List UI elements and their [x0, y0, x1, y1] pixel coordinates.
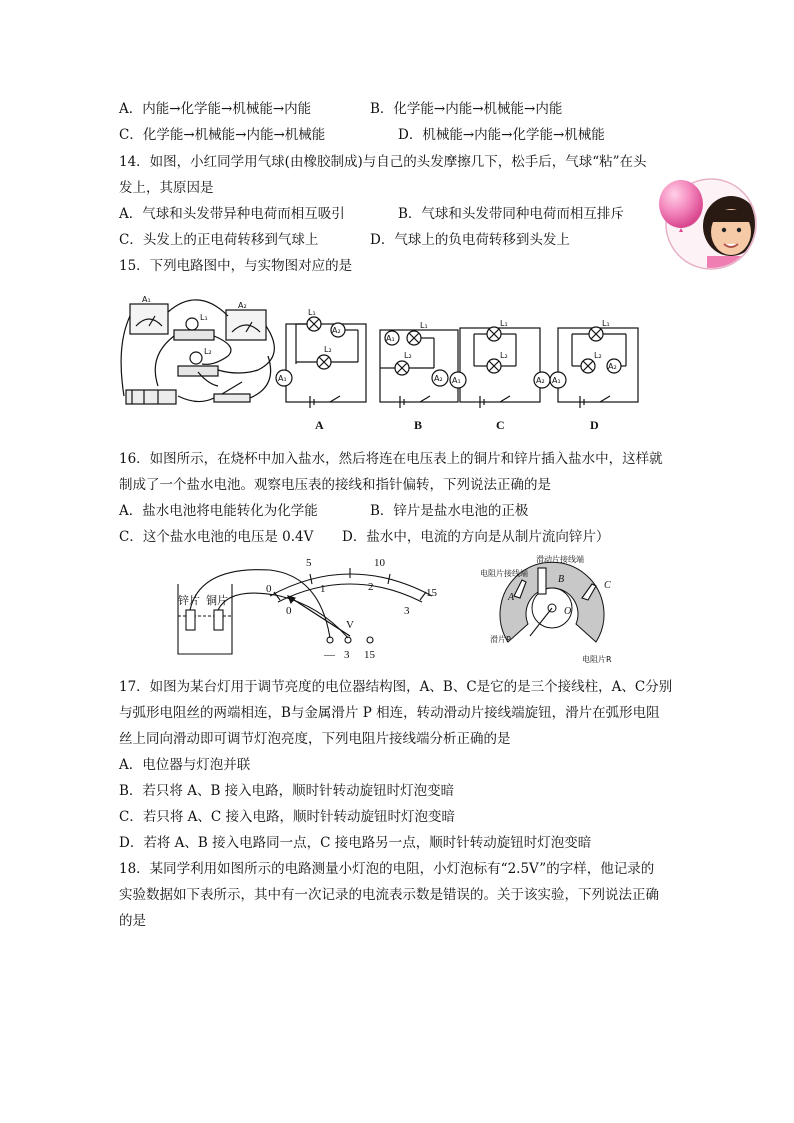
- scale-top-0: 0: [266, 583, 272, 595]
- q15-c-l2: L₂: [500, 351, 508, 360]
- q15-label-b: B: [414, 418, 423, 432]
- q15-d-l2: L₂: [594, 351, 602, 360]
- scale-bottom-3: 3: [404, 605, 410, 617]
- resistor-r-label: 电阻片R: [582, 655, 612, 664]
- q15-c-l1: L₁: [500, 319, 508, 328]
- terminal-neg: —: [324, 649, 335, 661]
- q16-stem-line2: 制成了一个盐水电池。观察电压表的接线和指针偏转，下列说法正确的是: [119, 477, 551, 493]
- q13-option-b: B．化学能→内能→机械能→内能: [370, 101, 563, 117]
- q15-a-a1: A₁: [278, 374, 287, 383]
- q14-option-a: A．气球和头发带异种电荷而相互吸引: [119, 206, 345, 222]
- q15-physical-l2: L₂: [204, 347, 212, 356]
- q15-b-a2: A₂: [434, 374, 443, 383]
- q15-physical-circuit: [121, 300, 274, 404]
- terminal-3: 3: [344, 649, 350, 661]
- q16-option-c: C．这个盐水电池的电压是 0.4V: [119, 529, 314, 545]
- q17-option-d: D．若将 A、B 接入电路同一点，C 接电路另一点，顺时针转动旋钮时灯泡变暗: [119, 835, 592, 851]
- q14-stem-line2: 发上，其原因是: [119, 180, 214, 196]
- q15-a-l2: L₂: [324, 345, 332, 354]
- q13-option-a: A．内能→化学能→机械能→内能: [119, 101, 312, 117]
- q17-stem-line2: 与弧形电阻丝的两端相连，B与金属滑片 P 相连，转动滑动片接线端旋钮，滑片在弧形电阻: [119, 705, 660, 721]
- scale-top-10: 10: [374, 557, 385, 569]
- q15-b-l1: L₁: [420, 321, 428, 330]
- terminal-b-label: B: [558, 574, 565, 585]
- q17-option-a: A．电位器与灯泡并联: [119, 757, 251, 773]
- scale-bottom-1: 1: [320, 583, 326, 595]
- q13-option-d: D．机械能→内能→化学能→机械能: [398, 127, 605, 143]
- q18-stem-line3: 的是: [119, 913, 146, 929]
- q17-option-c: C．若只将 A、C 接入电路，顺时针转动旋钮时灯泡变暗: [119, 809, 455, 825]
- q15-d-l1: L₁: [602, 319, 610, 328]
- q17-option-b: B．若只将 A、B 接入电路，顺时针转动旋钮时灯泡变暗: [119, 783, 455, 799]
- q15-figure: [118, 286, 658, 436]
- q15-stem: 15．下列电路图中，与实物图对应的是: [119, 258, 353, 274]
- q16-voltmeter-figure: [170, 556, 450, 666]
- q15-label-a: A: [315, 418, 324, 432]
- q16-stem-line1: 16．如图所示，在烧杯中加入盐水，然后将连在电压表上的铜片和锌片插入盐水中，这样就: [119, 451, 663, 467]
- balloon-girl-photo: [655, 178, 760, 270]
- q15-c-a1: A₁: [452, 376, 461, 385]
- q15-b-l2: L₂: [404, 351, 412, 360]
- volt-unit: V: [346, 619, 354, 631]
- q14-option-d: D．气球上的负电荷转移到头发上: [370, 232, 570, 248]
- scale-bottom-0: 0: [286, 605, 292, 617]
- terminal-a-label: A: [508, 592, 515, 603]
- copper-label: 铜片: [206, 595, 228, 607]
- q14-stem-line1: 14．如图，小红同学用气球(由橡胶制成)与自己的头发摩擦几下，松手后，气球“粘”在头: [119, 154, 647, 170]
- q15-b-a1: A₁: [386, 334, 395, 343]
- q15-c-a2: A₂: [536, 376, 545, 385]
- q17-stem-line1: 17．如图为某台灯用于调节亮度的电位器结构图，A、B、C是它的是三个接线柱，A、C分别: [119, 679, 673, 695]
- q15-physical-a2: A₂: [238, 301, 247, 310]
- scale-top-15: 15: [426, 587, 437, 599]
- q15-d-a1: A₁: [552, 376, 561, 385]
- q15-label-c: C: [496, 418, 505, 432]
- q15-physical-a1: A₁: [142, 295, 151, 304]
- q13-option-c: C．化学能→机械能→内能→机械能: [119, 127, 326, 143]
- q18-stem-line1: 18．某同学利用如图所示的电路测量小灯泡的电阻，小灯泡标有“2.5V”的字样，他记录的: [119, 861, 655, 877]
- scale-bottom-2: 2: [368, 581, 374, 593]
- q14-option-b: B．气球和头发带同种电荷而相互排斥: [398, 206, 624, 222]
- q17-potentiometer-figure: [478, 552, 638, 670]
- zinc-label: 锌片: [178, 595, 200, 607]
- q18-stem-line2: 实验数据如下表所示，其中有一次记录的电流表示数是错误的。关于该实验，下列说法正确: [119, 887, 659, 903]
- terminal-15: 15: [364, 649, 375, 661]
- slider-p-label: 滑片P: [490, 635, 511, 644]
- q15-circuit-a: [276, 317, 366, 408]
- q15-a-a2: A₂: [332, 326, 341, 335]
- q16-option-a: A．盐水电池将电能转化为化学能: [119, 503, 318, 519]
- balloon-icon: [659, 180, 703, 228]
- q15-physical-l1: L₁: [200, 313, 208, 322]
- center-o-label: O: [564, 606, 572, 617]
- q15-label-d: D: [590, 418, 599, 432]
- q15-circuit-d: [550, 327, 638, 408]
- scale-top-5: 5: [306, 557, 312, 569]
- q14-option-c: C．头发上的正电荷转移到气球上: [119, 232, 319, 248]
- q17-stem-line3: 丝上同向滑动即可调节灯泡亮度，下列电阻片接线端分析正确的是: [119, 731, 511, 747]
- q15-d-a2: A₂: [608, 362, 617, 371]
- q15-circuit-c: [450, 327, 550, 408]
- q15-a-l1: L₁: [308, 308, 316, 317]
- terminal-c-label: C: [604, 580, 611, 591]
- resistor-terminal-label: 电阻片接线端: [480, 569, 528, 578]
- q16-option-d: D．盐水中，电流的方向是从制片流向锌片）: [342, 529, 610, 545]
- slider-terminal-label: 滑动片接线端: [536, 555, 584, 564]
- q16-option-b: B．锌片是盐水电池的正极: [370, 503, 529, 519]
